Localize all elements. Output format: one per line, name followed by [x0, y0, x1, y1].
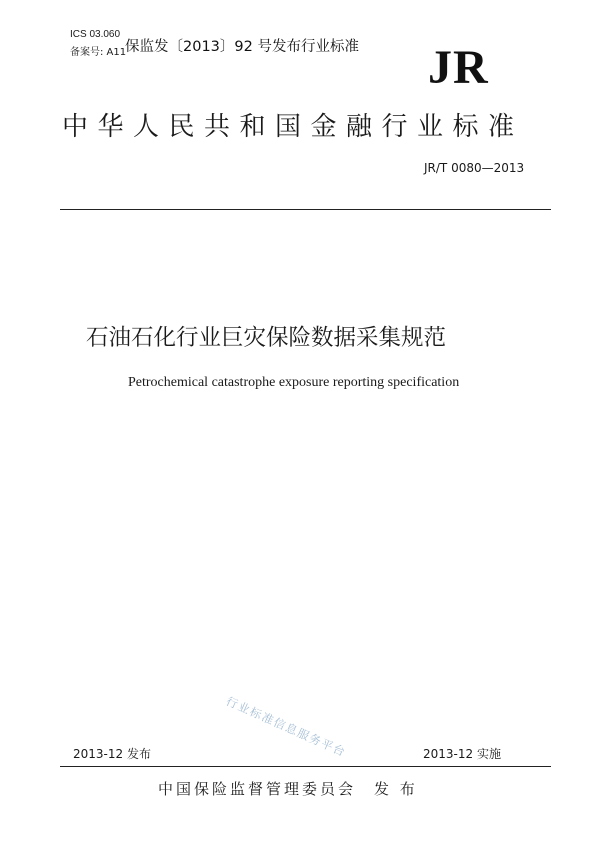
header-divider [60, 209, 551, 210]
issuance-stamp: 保监发〔2013〕92 号发布行业标准 [125, 39, 359, 55]
jr-logo: JR [428, 41, 489, 94]
filing-number: 备案号: A11 [70, 47, 127, 58]
publisher: 中国保险监督管理委员会 发 布 [158, 780, 418, 798]
standard-number: JR/T 0080—2013 [424, 161, 525, 175]
standard-category: 中华人民共和国金融行业标准 [62, 112, 524, 142]
issue-date: 2013-12 发布 [73, 747, 151, 761]
document-title-en: Petrochemical catastrophe exposure reporting specification [128, 375, 460, 390]
ics-code: ICS 03.060 [70, 29, 121, 40]
watermark: 行业标准信息服务平台 [223, 693, 349, 760]
footer-divider [60, 766, 551, 767]
implementation-date: 2013-12 实施 [423, 747, 501, 761]
document-title-zh: 石油石化行业巨灾保险数据采集规范 [86, 325, 447, 351]
